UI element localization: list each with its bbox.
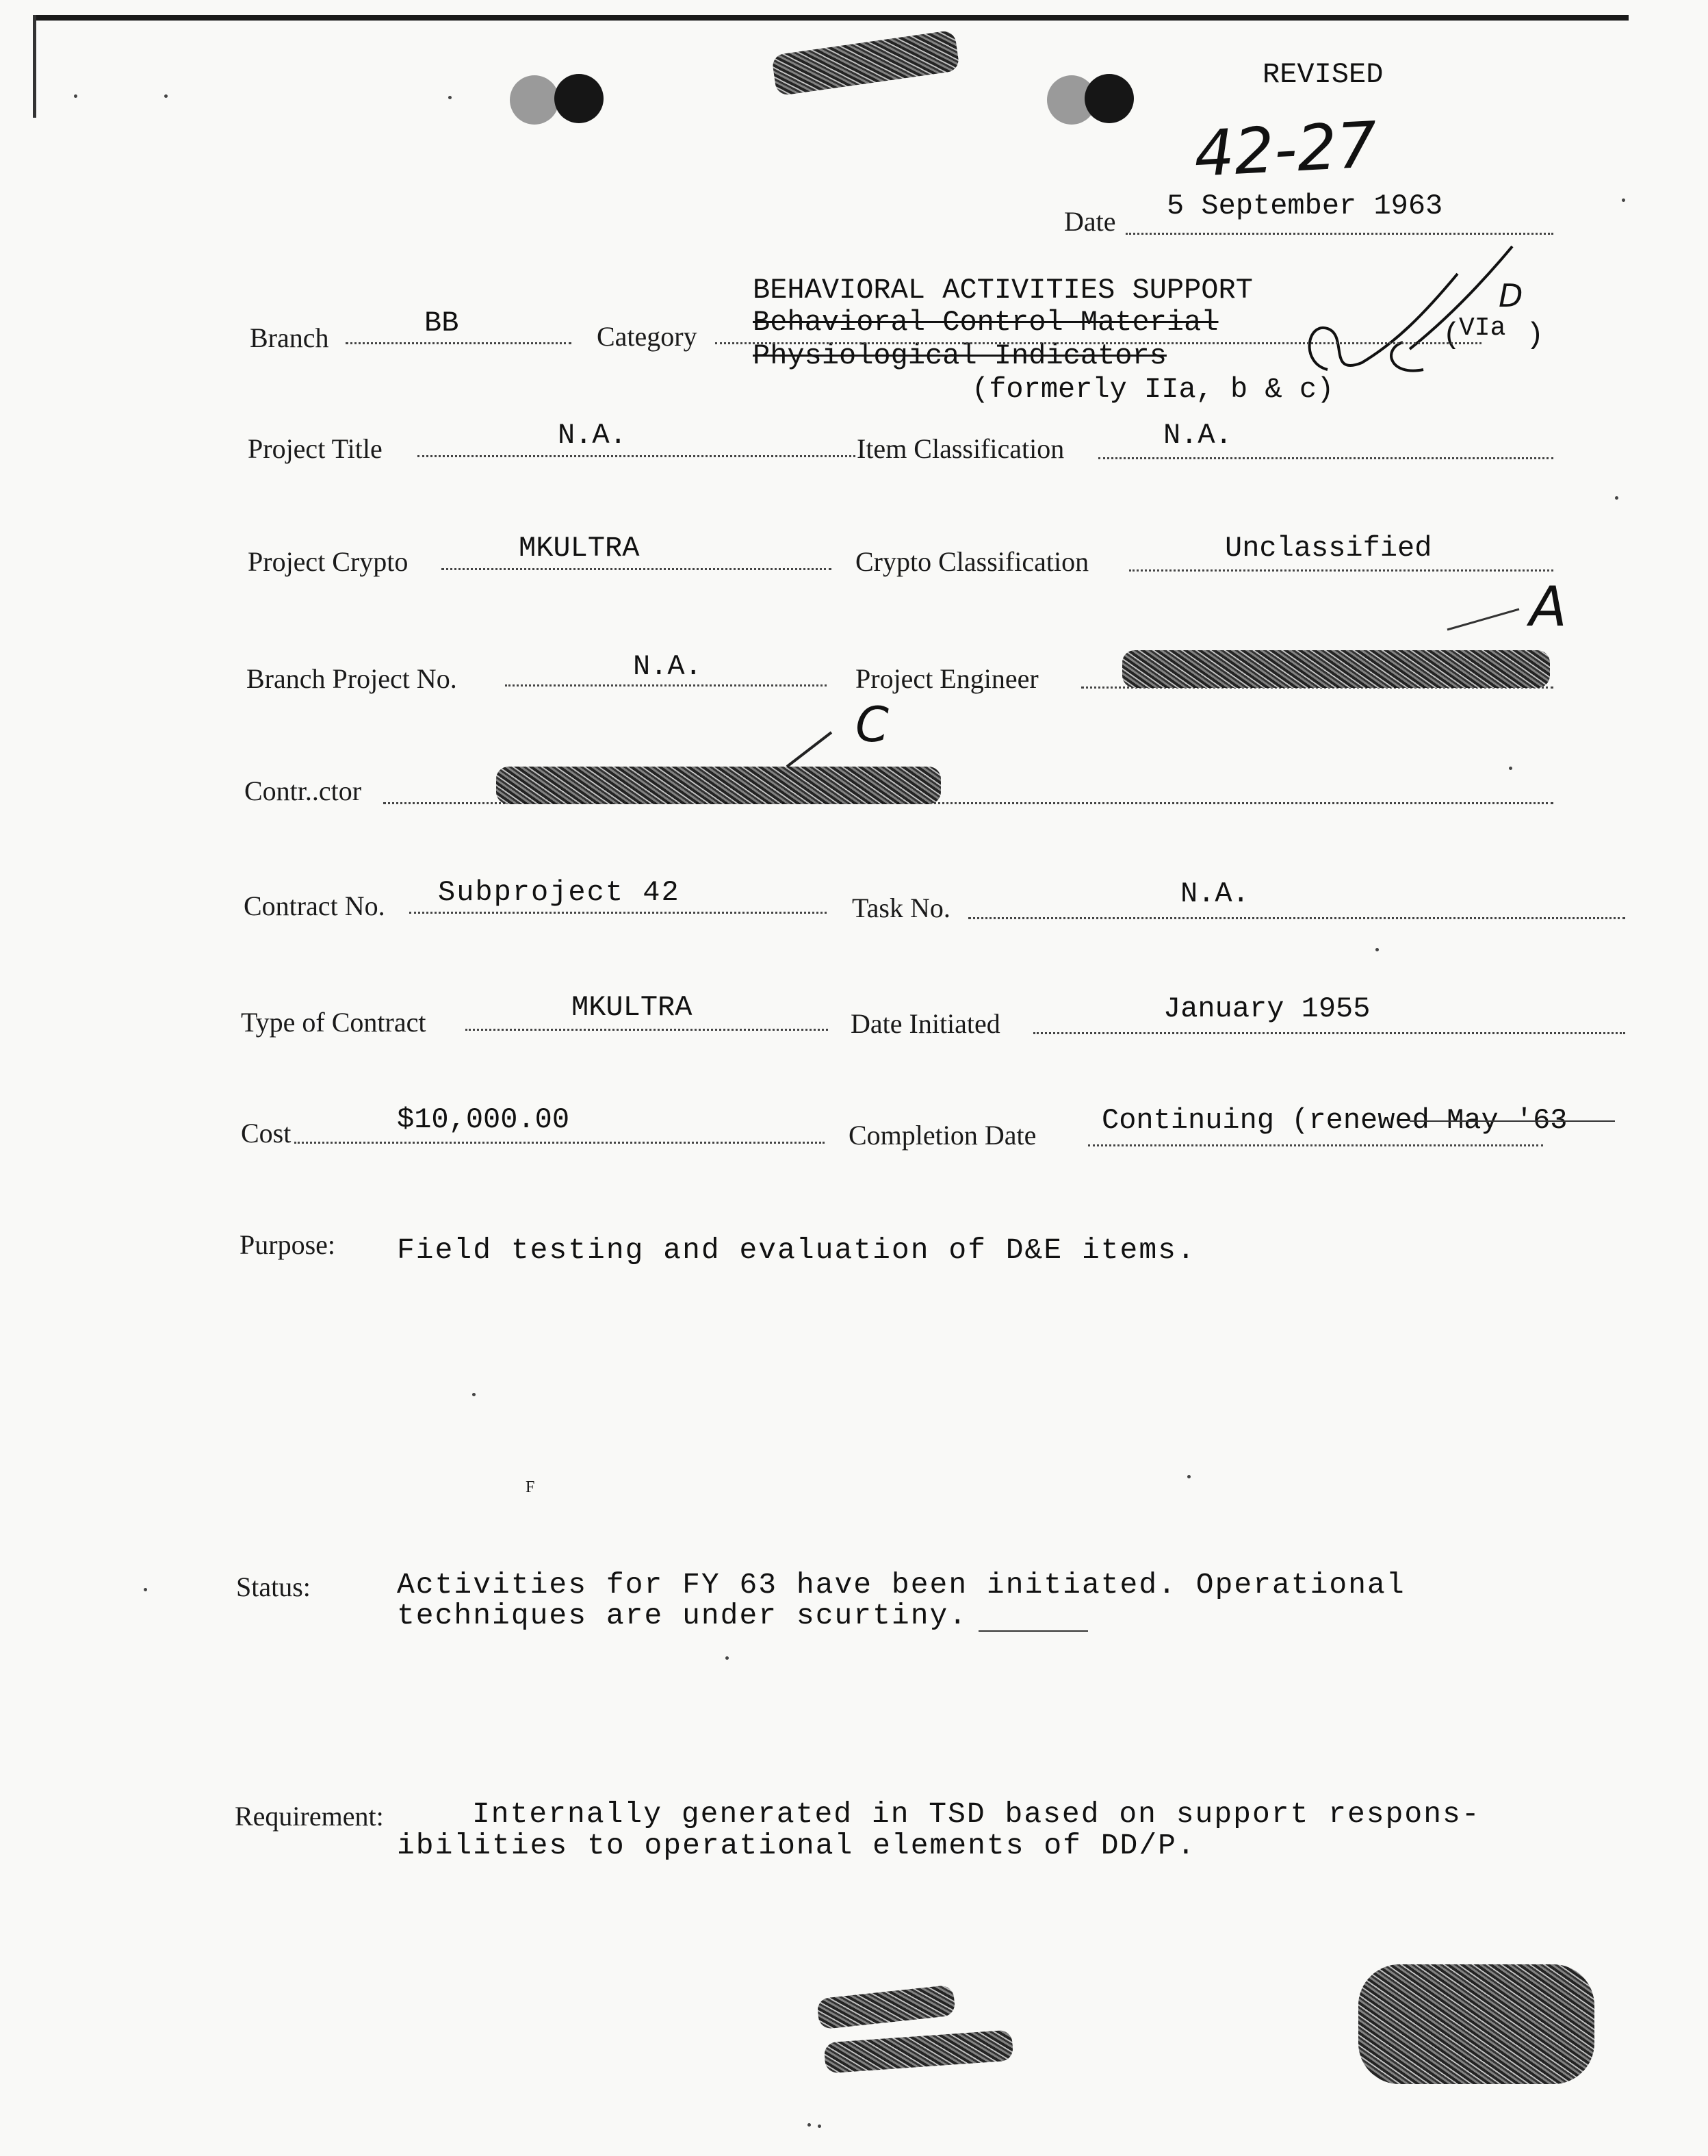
- scan-speck: [1187, 1475, 1191, 1478]
- task-no-line: [968, 917, 1625, 919]
- project-crypto-line: [441, 568, 831, 570]
- crypto-class-label: Crypto Classification: [855, 546, 1089, 577]
- requirement-label: Requirement:: [235, 1801, 384, 1832]
- punch-hole-4: [1085, 74, 1134, 123]
- category-formerly: (formerly IIa, b & c): [972, 373, 1334, 406]
- stray-mark: F: [526, 1478, 535, 1496]
- project-engineer-label: Project Engineer: [855, 663, 1039, 694]
- category-label: Category: [597, 321, 697, 352]
- date-label: Date: [1064, 206, 1116, 237]
- item-class-value: N.A.: [1163, 419, 1232, 452]
- requirement-line-2: ibilities to operational elements of DD/P.: [397, 1829, 1196, 1862]
- category-code: VIa: [1459, 313, 1506, 343]
- category-line: [715, 342, 1481, 344]
- redaction-contractor: [496, 767, 941, 804]
- project-crypto-label: Project Crypto: [248, 546, 409, 577]
- status-underline: [979, 1630, 1088, 1632]
- item-class-line: [1098, 457, 1553, 459]
- redaction-engineer: [1122, 650, 1550, 688]
- contract-no-label: Contract No.: [244, 890, 385, 921]
- top-border: [34, 15, 1629, 21]
- redaction-bottom-3: [1358, 1964, 1594, 2084]
- date-value: 5 September 1963: [1167, 190, 1443, 222]
- project-title-label: Project Title: [248, 433, 383, 464]
- branch-line: [346, 342, 571, 344]
- scan-speck: [164, 94, 168, 98]
- handwritten-d: D: [1499, 277, 1523, 314]
- type-contract-line: [465, 1029, 828, 1031]
- scan-speck: [1615, 496, 1618, 500]
- crypto-class-line: [1129, 569, 1553, 572]
- branch-label: Branch: [250, 322, 329, 353]
- requirement-line-1: Internally generated in TSD based on support respons-: [472, 1797, 1481, 1831]
- scan-speck: [144, 1588, 147, 1591]
- contractor-label: Contr..ctor: [244, 775, 362, 806]
- contract-no-value: Subproject 42: [438, 876, 680, 909]
- crypto-class-value: Unclassified: [1225, 532, 1432, 565]
- handwritten-stroke: [1444, 606, 1526, 633]
- task-no-value: N.A.: [1180, 877, 1250, 910]
- scan-speck: [472, 1393, 476, 1396]
- category-code-open: (: [1442, 318, 1461, 352]
- left-border: [33, 15, 36, 118]
- category-code-close: ): [1526, 318, 1544, 352]
- project-title-line: [417, 455, 855, 457]
- handwritten-slash: [784, 729, 838, 770]
- category-struck-1: Behavioral Control Material: [753, 306, 1219, 339]
- project-crypto-value: MKULTRA: [519, 532, 640, 565]
- purpose-label: Purpose:: [240, 1229, 335, 1260]
- project-title-value: N.A.: [558, 419, 627, 452]
- type-contract-label: Type of Contract: [241, 1007, 426, 1038]
- scan-speck: [1375, 948, 1379, 951]
- category-struck-2: Physiological Indicators: [753, 339, 1167, 372]
- scan-speck: [725, 1656, 729, 1660]
- cost-line: [294, 1142, 825, 1144]
- branch-project-no-value: N.A.: [633, 650, 702, 683]
- handwritten-a: A: [1529, 575, 1567, 639]
- completion-value: Continuing (renewed May '63: [1102, 1104, 1568, 1137]
- scan-speck: [448, 96, 452, 99]
- status-label: Status:: [236, 1571, 311, 1602]
- category-title: BEHAVIORAL ACTIVITIES SUPPORT: [753, 274, 1253, 307]
- cost-value: $10,000.00: [397, 1103, 570, 1136]
- redaction-bottom-2: [824, 2029, 1013, 2073]
- scan-speck: [1622, 198, 1625, 202]
- cost-label: Cost: [241, 1118, 292, 1148]
- punch-hole-1: [510, 75, 559, 125]
- scan-speck: [818, 2125, 821, 2128]
- status-line-1: Activities for FY 63 have been initiated. Operational: [397, 1568, 1406, 1602]
- handwritten-initials: [1286, 233, 1533, 390]
- purpose-text: Field testing and evaluation of D&E items.: [397, 1233, 1196, 1267]
- type-contract-value: MKULTRA: [571, 991, 693, 1024]
- handwritten-c: C: [855, 697, 889, 753]
- scan-speck: [807, 2123, 811, 2127]
- handwritten-file-number: 42-27: [1192, 108, 1379, 191]
- revised-stamp: REVISED: [1263, 58, 1384, 91]
- contract-no-line: [409, 912, 827, 914]
- task-no-label: Task No.: [852, 893, 950, 923]
- completion-label: Completion Date: [849, 1120, 1037, 1151]
- branch-value: BB: [424, 307, 459, 339]
- date-initiated-line: [1033, 1032, 1625, 1034]
- scan-speck: [74, 94, 77, 98]
- scan-speck: [1509, 767, 1512, 770]
- punch-hole-2: [554, 74, 604, 123]
- branch-project-no-line: [505, 684, 827, 686]
- completion-strike: [1410, 1120, 1615, 1122]
- redaction-header: [771, 30, 960, 97]
- item-class-label: Item Classification: [857, 433, 1065, 464]
- date-initiated-label: Date Initiated: [851, 1008, 1000, 1039]
- status-line-2: techniques are under scurtiny.: [397, 1599, 968, 1632]
- redaction-bottom-1: [816, 1985, 956, 2030]
- date-initiated-value: January 1955: [1163, 992, 1371, 1025]
- completion-line: [1088, 1144, 1543, 1146]
- branch-project-no-label: Branch Project No.: [246, 663, 457, 694]
